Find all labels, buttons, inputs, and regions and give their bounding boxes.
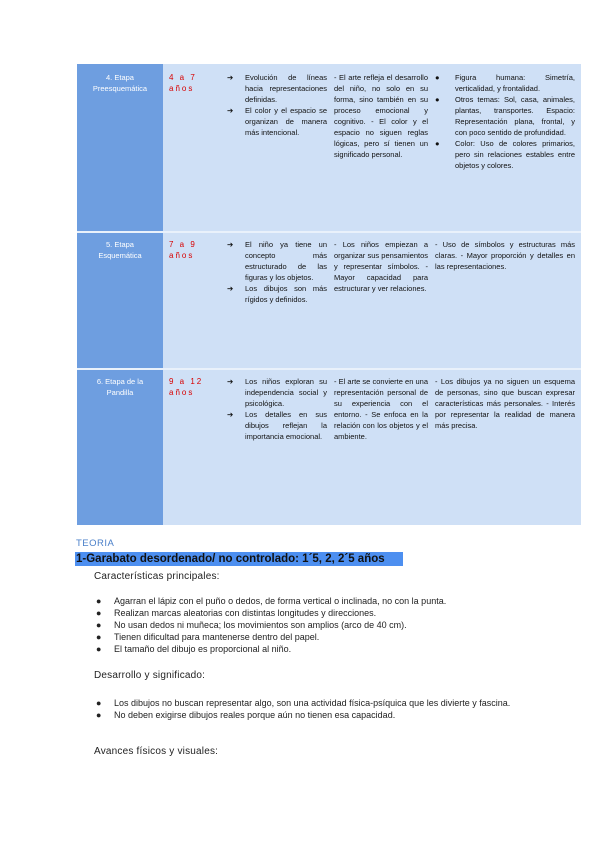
meaning-column: - Los niños empiezan a organizar sus pensamientos y representar símbolos. - Mayor capacidad para estructurar y ver relaciones. xyxy=(334,240,428,293)
features-column xyxy=(435,72,575,171)
bullet-icon: ● xyxy=(435,73,440,82)
age-range: 7 a 9 años xyxy=(169,240,197,260)
table-row xyxy=(77,233,581,368)
age-range: 9 a 12 años xyxy=(169,377,204,397)
bullet-icon: ● xyxy=(96,620,102,630)
characteristics-list xyxy=(94,595,534,655)
arrow-icon: ➔ xyxy=(227,240,234,249)
list-item: ● Los dibujos no buscan representar algo, son una actividad física-psíquica que les divierte y fascina. xyxy=(96,698,511,708)
bullet-icon: ● xyxy=(96,698,102,708)
bullet-icon: ● xyxy=(96,596,102,606)
bullet-icon: ● xyxy=(96,632,102,642)
arrow-icon: ➔ xyxy=(227,73,234,82)
list-item: ➔ Los detalles en sus dibujos reflejan la importancia emocional. xyxy=(227,410,327,441)
age-range: 4 a 7 años xyxy=(169,73,197,93)
list-item: ● Agarran el lápiz con el puño o dedos, de forma vertical o inclinada, no con la punta. xyxy=(96,596,447,606)
meaning-column: - El arte se convierte en una representación personal de su experiencia con el entorno. - Se enfoca en la relación con los objetos y el ambiente. xyxy=(334,377,428,441)
arrow-icon: ➔ xyxy=(227,284,234,293)
bullet-icon: ● xyxy=(435,139,440,148)
list-item: ➔ Los dibujos son más rígidos y definidos. xyxy=(227,284,327,304)
table-row xyxy=(77,370,581,525)
arrow-icon: ➔ xyxy=(227,410,234,419)
list-item: ● Figura humana: Simetría, verticalidad, y frontalidad. xyxy=(435,73,575,93)
subsection-title: Avances físicos y visuales: xyxy=(94,746,219,757)
stage-label: 5. Etapa Esquemática xyxy=(98,240,142,260)
development-column xyxy=(227,239,327,305)
list-item: ● Realizan marcas aleatorias con distintas longitudes y direcciones. xyxy=(96,608,377,618)
section-heading: 1-Garabato desordenado/ no controlado: 1´5, 2, 2´5 años xyxy=(76,553,385,565)
list-item: ● No deben exigirse dibujos reales porque aún no tienen esa capacidad. xyxy=(96,710,396,720)
bullet-icon: ● xyxy=(435,95,440,104)
subsection-title: Desarrollo y significado: xyxy=(94,670,206,681)
features-column: - Los dibujos ya no siguen un esquema de personas, sino que buscan expresar características más personales. - Interés por representar la realidad de manera más precisa. xyxy=(435,377,575,430)
development-column xyxy=(227,376,327,442)
list-item: ● Otros temas: Sol, casa, animales, plantas, transportes. Espacio: Representación plana, frontal, y con poco sentido de profundidad. xyxy=(435,95,575,137)
list-item: ➔ El color y el espacio se organizan de manera más intencional. xyxy=(227,106,327,137)
bullet-icon: ● xyxy=(96,710,102,720)
bullet-icon: ● xyxy=(96,644,102,654)
section-label: TEORIA xyxy=(76,538,115,549)
arrow-icon: ➔ xyxy=(227,106,234,115)
list-item: ➔ Evolución de líneas hacia representaciones definidas. xyxy=(227,73,327,104)
list-item: ● No usan dedos ni muñeca; los movimientos son amplios (arco de 40 cm). xyxy=(96,620,407,630)
list-item: ● El tamaño del dibujo es proporcional al niño. xyxy=(96,644,292,654)
stage-label: 6. Etapa de la Pandilla xyxy=(96,377,144,397)
meaning-column: - El arte refleja el desarrollo del niño, no solo en su forma, sino también en su proceso emocional y cognitivo. - El color y el espacio no siguen reglas lógicas, pero sí tienen un significado personal. xyxy=(334,73,428,159)
subsection-title: Características principales: xyxy=(94,571,220,582)
list-item: ● Tienen dificultad para mantenerse dentro del papel. xyxy=(96,632,320,642)
arrow-icon: ➔ xyxy=(227,377,234,386)
list-item: ➔ El niño ya tiene un concepto más estructurado de las figuras y los objetos. xyxy=(227,240,327,282)
features-column: - Uso de símbolos y estructuras más claras. - Mayor proporción y detalles en las representaciones. xyxy=(435,240,575,271)
development-column xyxy=(227,72,327,138)
development-list xyxy=(94,697,534,721)
list-item: ➔ Los niños exploran su independencia social y psicológica. xyxy=(227,377,327,408)
bullet-icon: ● xyxy=(96,608,102,618)
list-item: ● Color: Uso de colores primarios, pero sin relaciones estables entre objetos y colores. xyxy=(435,139,575,170)
table-row xyxy=(77,64,581,231)
stage-label: 4. Etapa Preesquemática xyxy=(92,73,148,93)
stages-table xyxy=(77,64,581,525)
